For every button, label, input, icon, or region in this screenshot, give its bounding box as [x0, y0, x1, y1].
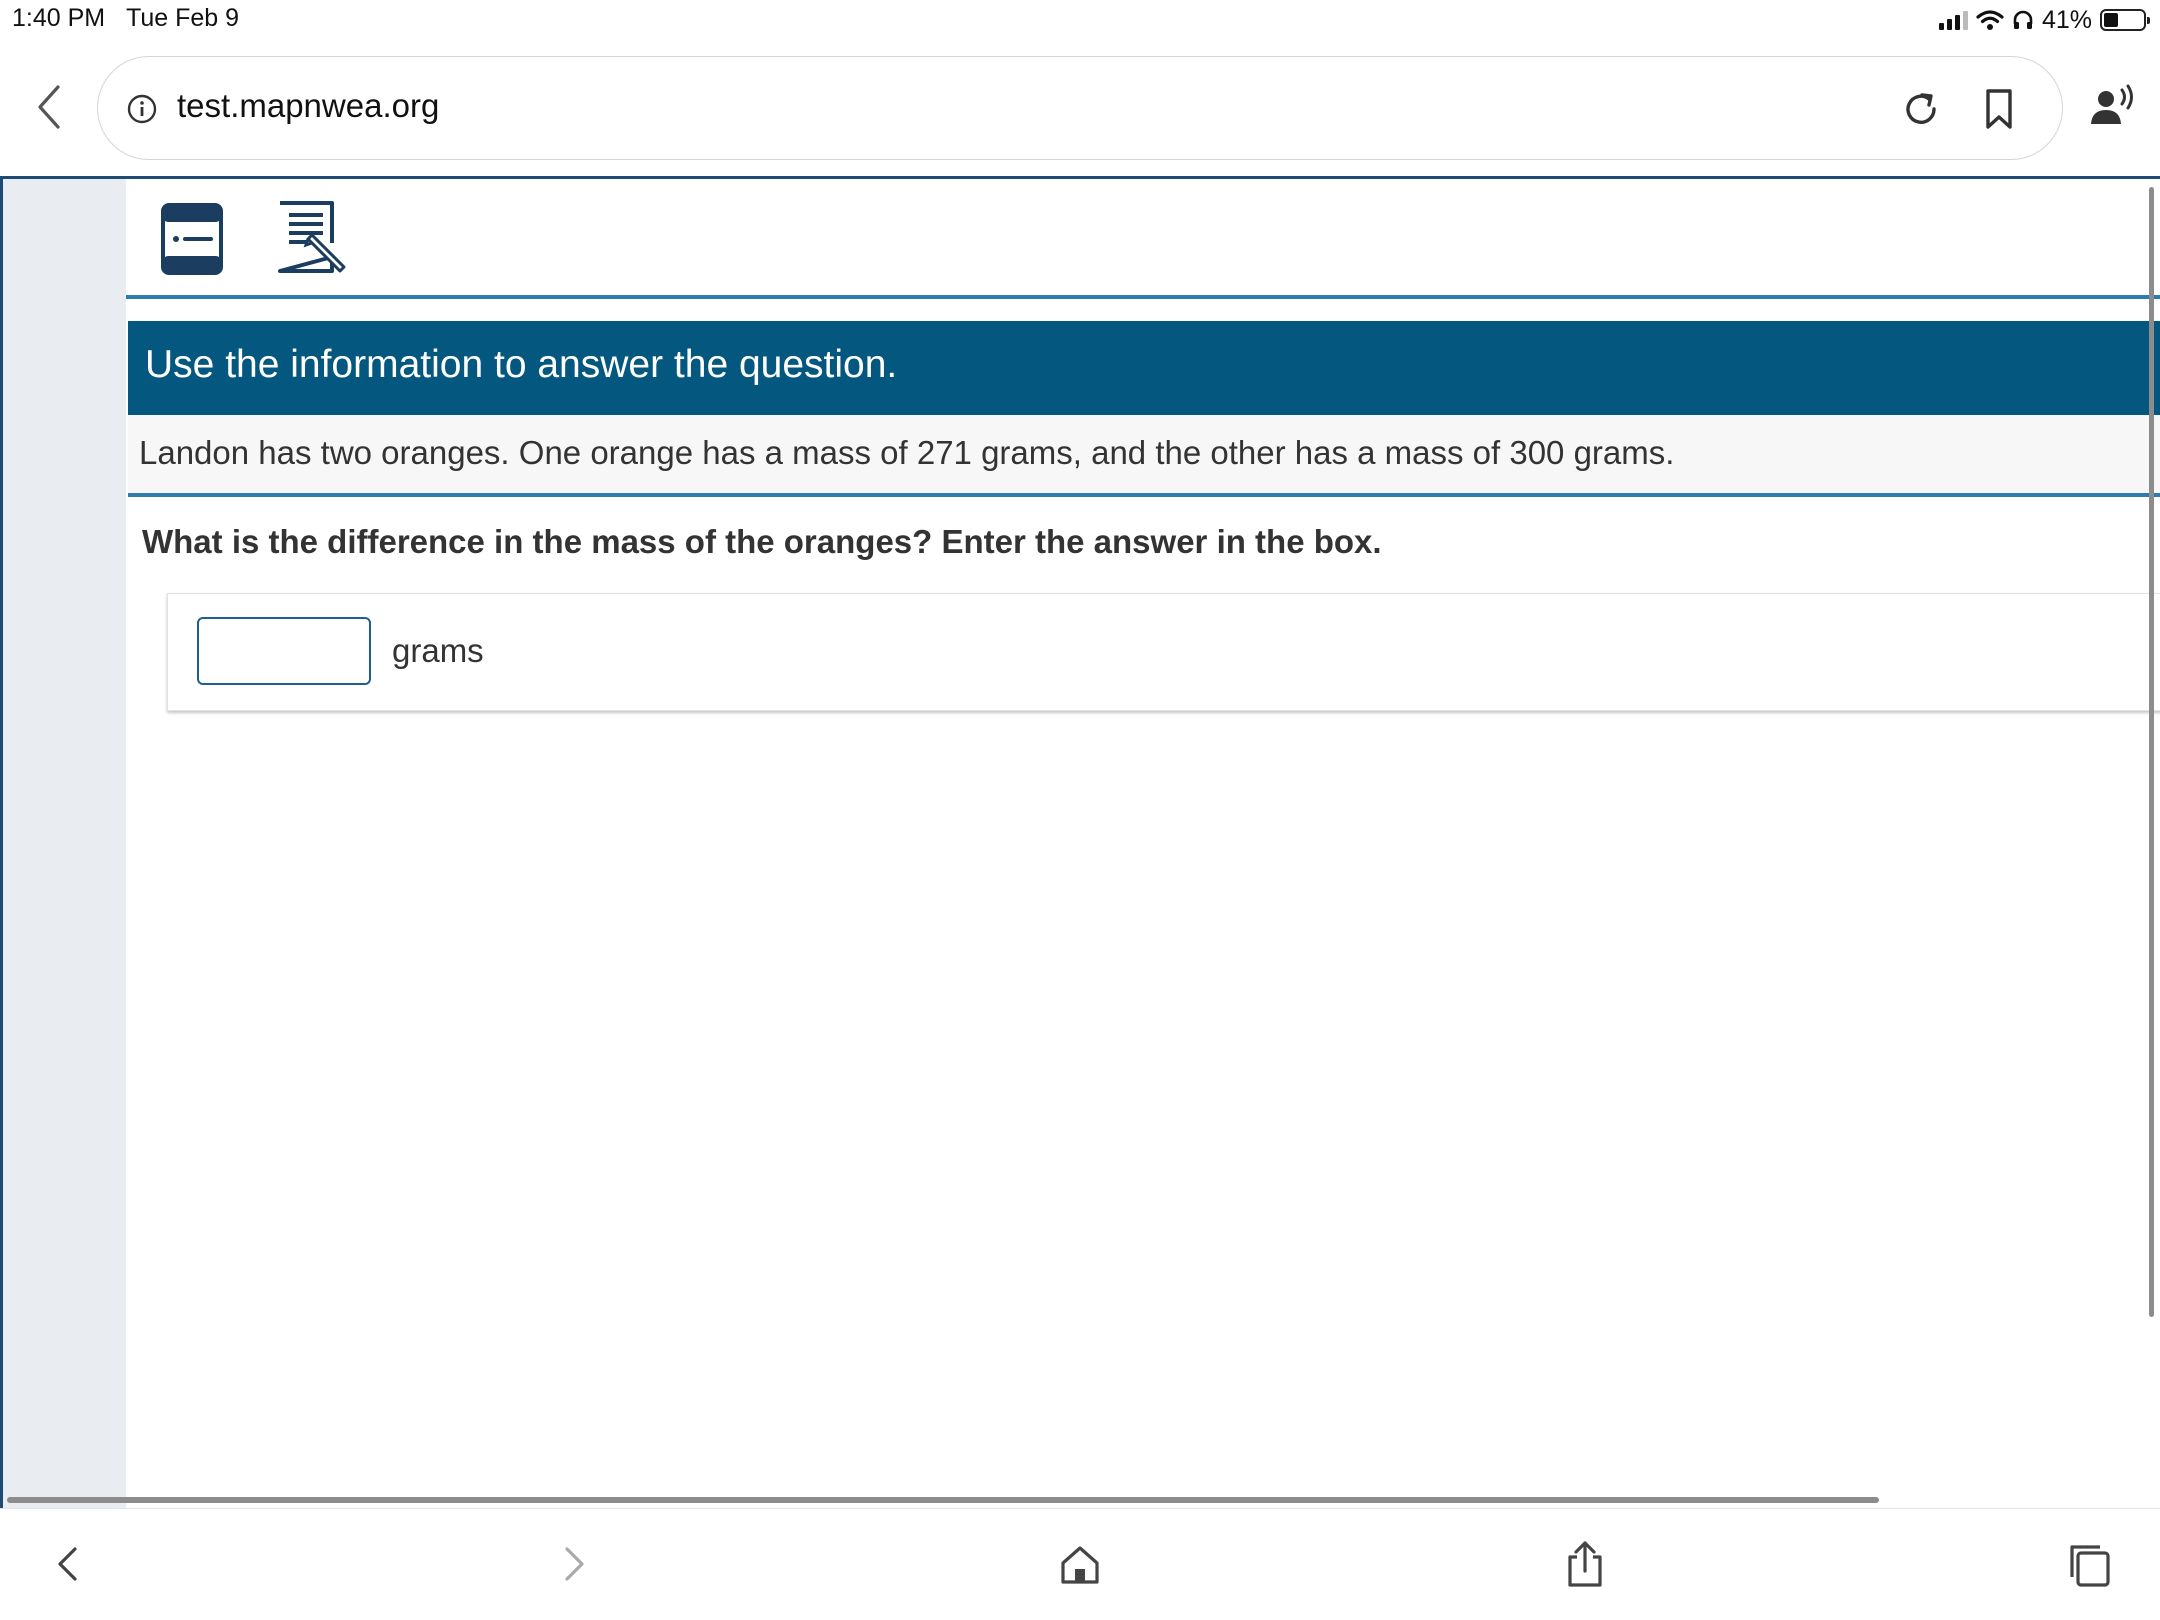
- vertical-scrollbar[interactable]: [2149, 187, 2154, 1317]
- home-icon[interactable]: [1055, 1539, 1105, 1589]
- passage-text: Landon has two oranges. One orange has a mass of 271 grams, and the other has a mass of 300 grams.: [139, 434, 1675, 471]
- answer-input[interactable]: [197, 617, 371, 685]
- wifi-icon: [1976, 9, 2004, 31]
- status-bar: [0, 0, 2160, 40]
- instruction-text: Use the information to answer the question.: [145, 343, 898, 386]
- share-icon[interactable]: [1560, 1539, 1610, 1589]
- status-date: Tue Feb 9: [126, 4, 240, 32]
- status-indicators: [1939, 4, 2146, 36]
- test-content-frame: [0, 176, 2160, 1508]
- cellular-signal-icon: [1939, 10, 1968, 30]
- answer-unit-label: grams: [392, 632, 484, 669]
- address-bar[interactable]: [97, 56, 2063, 160]
- test-toolbar: [126, 179, 2160, 299]
- passage: [128, 415, 2160, 497]
- url-text[interactable]: test.mapnwea.org: [177, 87, 440, 124]
- question-prompt: What is the difference in the mass of the oranges? Enter the answer in the box.: [142, 523, 1382, 560]
- instruction-banner: [128, 321, 2160, 415]
- headphones-icon: [2012, 9, 2034, 31]
- browser-back-icon[interactable]: [30, 82, 70, 132]
- forward-icon[interactable]: [548, 1539, 598, 1589]
- notepad-icon[interactable]: [276, 199, 348, 277]
- answer-card: [167, 593, 2160, 711]
- reload-icon[interactable]: [1900, 88, 1942, 130]
- answer-masking-icon[interactable]: [156, 199, 228, 277]
- battery-icon: [2100, 9, 2146, 31]
- account-icon[interactable]: [2088, 84, 2138, 132]
- back-icon[interactable]: [44, 1539, 94, 1589]
- battery-percent: 41%: [2041, 5, 2092, 34]
- status-time: 1:40 PM: [12, 4, 106, 32]
- info-icon[interactable]: [126, 93, 158, 125]
- left-rail: [3, 179, 126, 1508]
- browser-bottom-toolbar: [0, 1508, 2160, 1620]
- tabs-icon[interactable]: [2064, 1539, 2114, 1589]
- bookmark-icon[interactable]: [1981, 87, 2017, 131]
- horizontal-scrollbar[interactable]: [7, 1497, 1879, 1503]
